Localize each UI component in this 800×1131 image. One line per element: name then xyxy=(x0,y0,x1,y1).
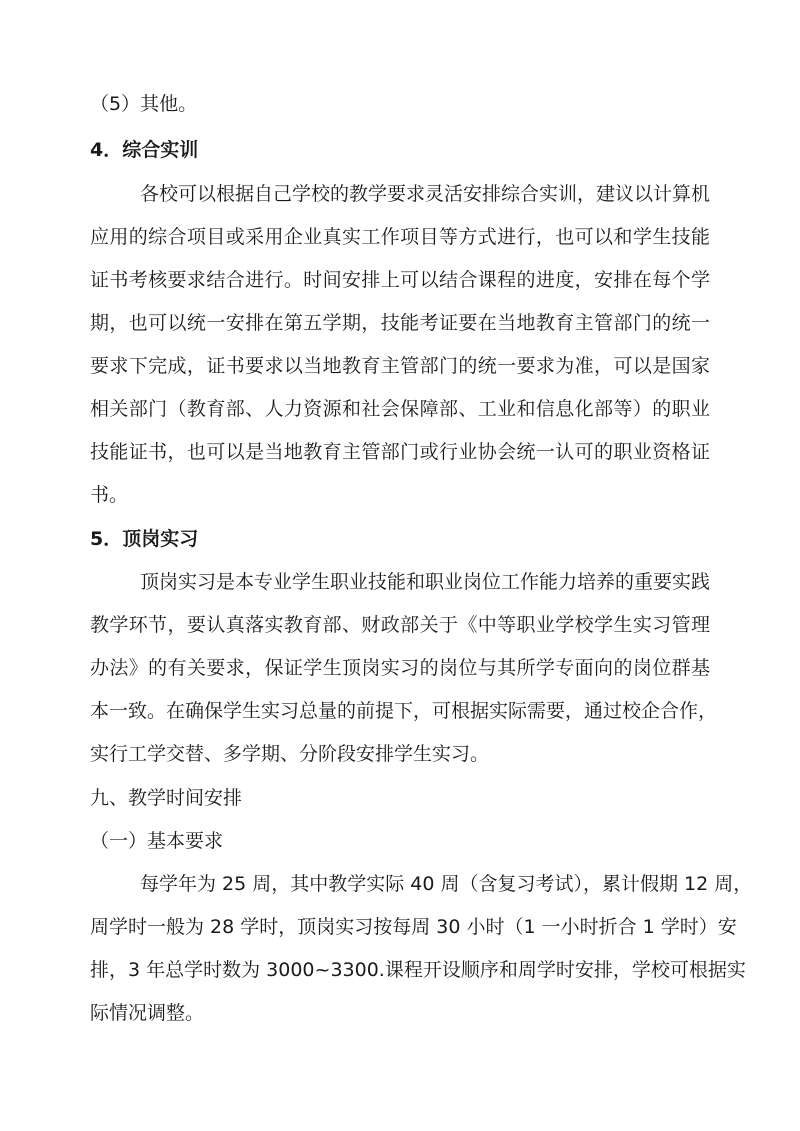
paragraph-line: 周学时一般为 28 学时，顶岗实习按每周 30 小时（1 一小时折合 1 学时）安 xyxy=(90,916,737,938)
paragraph-line: 顶岗实习是本专业学生职业技能和职业岗位工作能力培养的重要实践 xyxy=(140,571,711,593)
paragraph-line: 应用的综合项目或采用企业真实工作项目等方式进行，也可以和学生技能 xyxy=(90,226,710,248)
paragraph-line: 书。 xyxy=(90,484,129,506)
paragraph-line: 技能证书，也可以是当地教育主管部门或行业协会统一认可的职业资格证 xyxy=(90,441,710,463)
paragraph-line: 相关部门（教育部、人力资源和社会保障部、工业和信息化部等）的职业 xyxy=(90,398,710,420)
chapter-heading-teaching-schedule: 九、教学时间安排 xyxy=(90,787,243,809)
paragraph-line: 实行工学交替、多学期、分阶段安排学生实习。 xyxy=(90,743,490,765)
paragraph-line: 各校可以根据自己学校的教学要求灵活安排综合实训，建议以计算机 xyxy=(140,183,711,205)
paragraph-line: 每学年为 25 周，其中教学实际 40 周（含复习考试），累计假期 12 周， xyxy=(140,873,753,895)
paragraph-line: 证书考核要求结合进行。时间安排上可以结合课程的进度，安排在每个学 xyxy=(90,269,710,291)
paragraph-line: 际情况调整。 xyxy=(90,1002,205,1024)
section-heading-internship: 5．顶岗实习 xyxy=(90,528,199,550)
paragraph-line: 教学环节，要认真落实教育部、财政部关于《中等职业学校学生实习管理 xyxy=(90,614,710,636)
paragraph-line: 排，3 年总学时数为 3000~3300.课程开设顺序和周学时安排，学校可根据实 xyxy=(90,959,746,981)
paragraph-line: 办法》的有关要求，保证学生顶岗实习的岗位与其所学专面向的岗位群基 xyxy=(90,657,710,679)
paragraph-line: 要求下完成，证书要求以当地教育主管部门的统一要求为准，可以是国家 xyxy=(90,355,710,377)
section-heading-comprehensive-training: 4．综合实训 xyxy=(90,139,199,161)
paragraph-line: 本一致。在确保学生实习总量的前提下，可根据实际需要，通过校企合作， xyxy=(90,700,718,722)
list-item-other: （5）其他。 xyxy=(90,93,198,115)
subsection-heading-basic-requirements: （一）基本要求 xyxy=(90,830,224,852)
paragraph-line: 期，也可以统一安排在第五学期，技能考证要在当地教育主管部门的统一 xyxy=(90,312,710,334)
